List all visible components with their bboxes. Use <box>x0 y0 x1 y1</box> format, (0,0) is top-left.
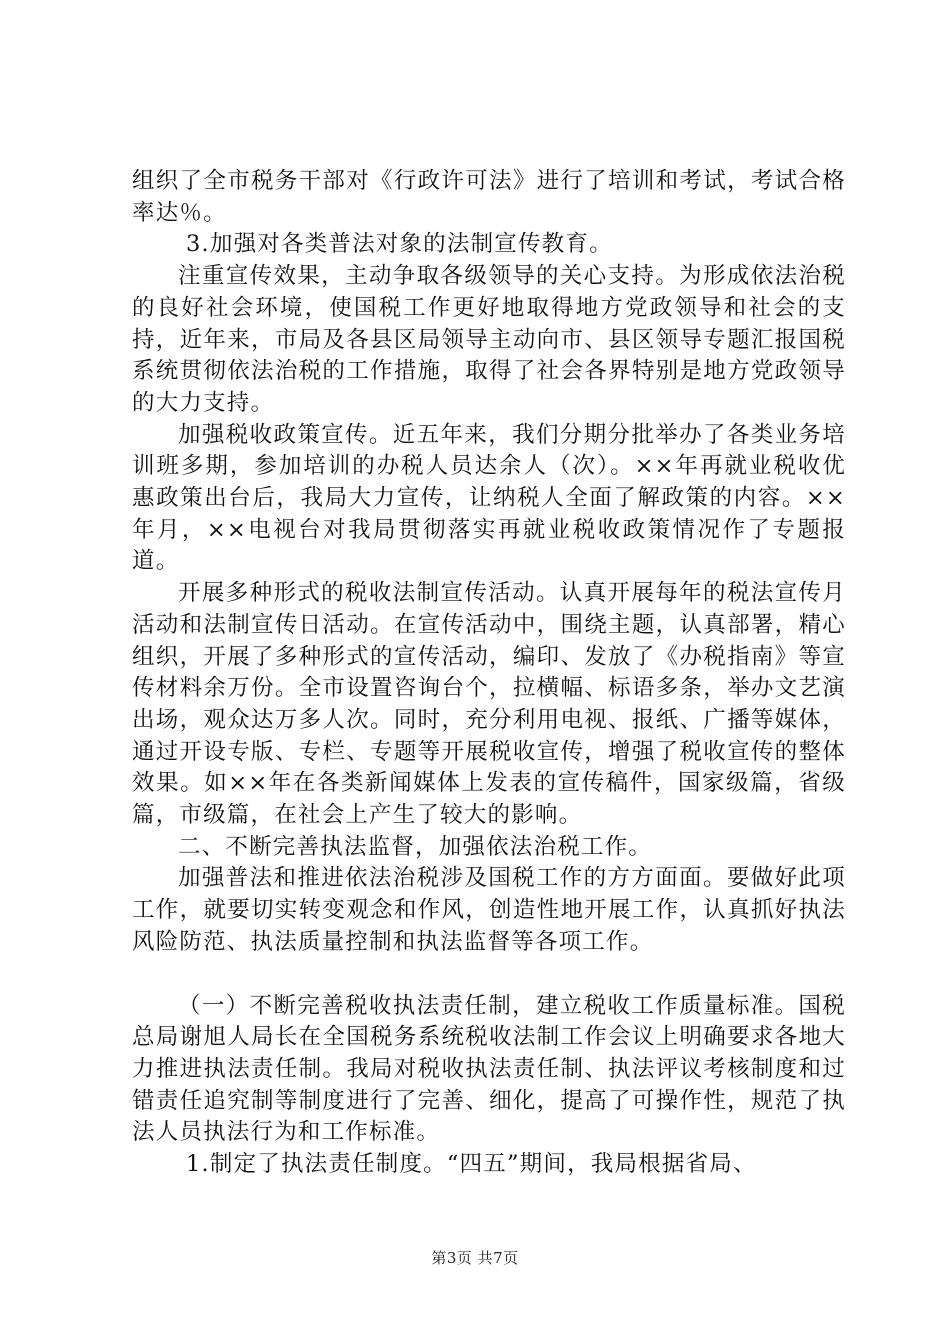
page-footer: 第3页 共7页 <box>431 1249 519 1267</box>
subheading-1: 1.制定了执法责任制度。“四五”期间，我局根据省局、 <box>186 1151 757 1178</box>
paragraph-leadership-support: 注重宣传效果，主动争取各级领导的关心支持。为形成依法治税的良好社会环境，使国税工作更好地取得地方党政领导和社会的支持，近年来，市局及各县区局领导主动向市、县区领导专题汇报国税系统贯彻依法治税的工作措施，取得了社会各界特别是地方党政领导的大力支持。 <box>132 263 846 416</box>
paragraph-publicity-activities: 开展多种形式的税收法制宣传活动。认真开展每年的税法宣传月活动和法制宣传日活动。在宣传活动中，围绕主题，认真部署，精心组织，开展了多种形式的宣传活动，编印、发放了《办税指南》等宣传材料余万份。全市设置咨询台个，拉横幅、标语多条，举办文艺演出场，观众达万多人次。同时，充分利用电视、报纸、广播等媒体，通过开设专版、专栏、专题等开展税收宣传，增强了税收宣传的整体效果。如××年在各类新闻媒体上发表的宣传稿件，国家级篇，省级篇，市级篇，在社会上产生了较大的影响。 <box>132 580 846 829</box>
paragraph-law-popularization: 加强普法和推进依法治税涉及国税工作的方方面面。要做好此项工作，就要切实转变观念和作风，创造性地开展工作，认真抓好执法风险防范、执法质量控制和执法监督等各项工作。 <box>132 865 846 955</box>
document-body <box>132 166 846 1181</box>
paragraph-policy-publicity: 加强税收政策宣传。近五年来，我们分期分批举办了各类业务培训班多期，参加培训的办税人员达余人（次）。××年再就业税收优惠政策出台后，我局大力宣传，让纳税人全面了解政策的内容。××年月，××电视台对我局贯彻落实再就业税收政策情况作了专题报道。 <box>132 421 846 575</box>
paragraph-responsibility-system: （一）不断完善税收执法责任制，建立税收工作质量标准。国税总局谢旭人局长在全国税务系统税收法制工作会议上明确要求各地大力推进执法责任制。我局对税收执法责任制、执法评议考核制度和过错责任追究制等制度进行了完善、细化，提高了可操作性，规范了执法人员执法行为和工作标准。 <box>132 992 846 1146</box>
section-heading-2: 二、不断完善执法监督，加强依法治税工作。 <box>178 833 653 860</box>
subheading-3: 3.加强对各类普法对象的法制宣传教育。 <box>186 231 613 258</box>
paragraph-continuation: 组织了全市税务干部对《行政许可法》进行了培训和考试，考试合格率达％。 <box>132 168 846 226</box>
